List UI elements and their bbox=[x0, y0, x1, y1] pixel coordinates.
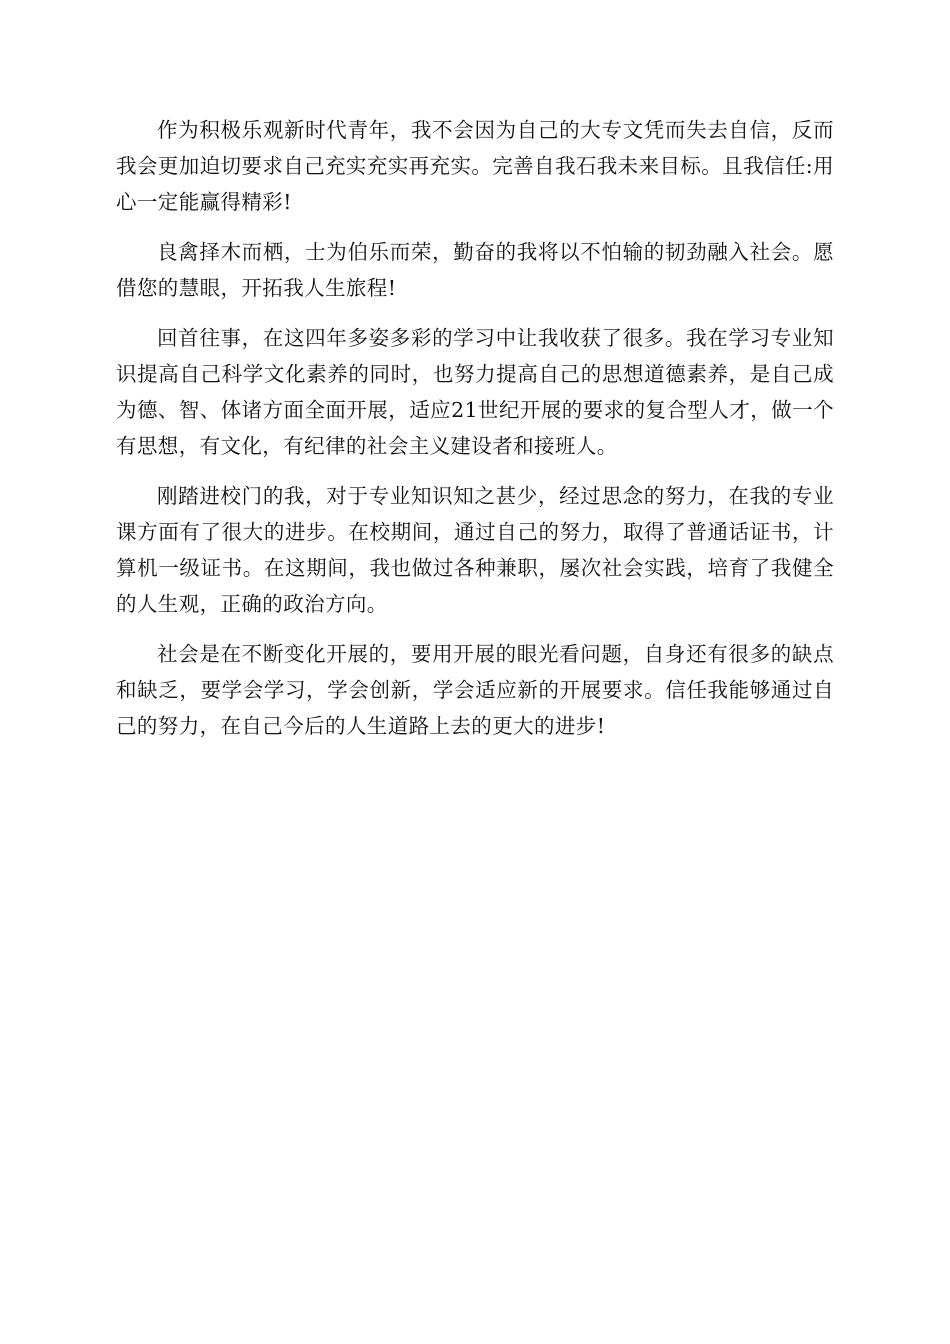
document-body bbox=[116, 112, 834, 758]
paragraph-1: 作为积极乐观新时代青年，我不会因为自己的大专文凭而失去自信，反而我会更加迫切要求自己充实充实再充实。完善自我石我未来目标。且我信任:用心一定能赢得精彩! bbox=[116, 118, 834, 214]
paragraph-2: 良禽择木而栖，士为伯乐而荣，勤奋的我将以不怕输的韧劲融入社会。愿借您的慧眼，开拓我人生旅程! bbox=[116, 240, 834, 300]
paragraph-4: 刚踏进校门的我，对于专业知识知之甚少，经过思念的努力，在我的专业课方面有了很大的进步。在校期间，通过自己的努力，取得了普通话证书，计算机一级证书。在这期间，我也做过各种兼职，屡次社会实践，培育了我健全的人生观，正确的政治方向。 bbox=[116, 484, 834, 616]
paragraph-3: 回首往事，在这四年多姿多彩的学习中让我收获了很多。我在学习专业知识提高自己科学文化素养的同时，也努力提高自己的思想道德素养，是自己成为德、智、体诸方面全面开展，适应21世纪开展的要求的复合型人才，做一个有思想，有文化，有纪律的社会主义建设者和接班人。 bbox=[116, 326, 834, 458]
paragraph-5: 社会是在不断变化开展的，要用开展的眼光看问题，自身还有很多的缺点和缺乏，要学会学习，学会创新，学会适应新的开展要求。信任我能够通过自己的努力，在自己今后的人生道路上去的更大的进步! bbox=[116, 642, 834, 738]
